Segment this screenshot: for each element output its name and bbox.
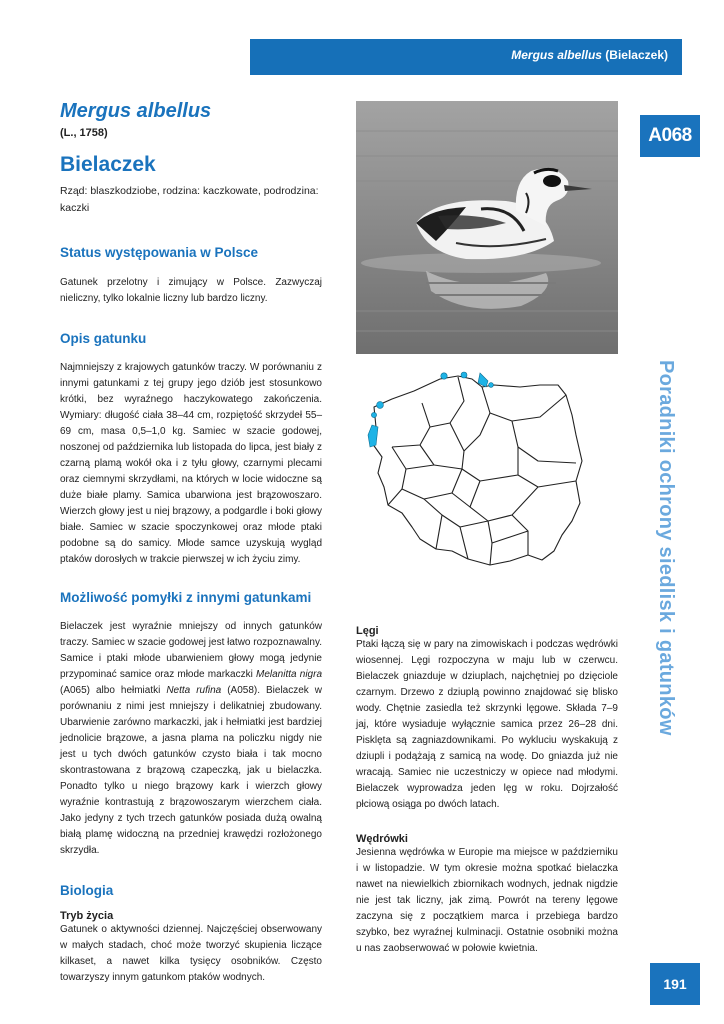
scientific-name-title: Mergus albellus	[60, 100, 212, 122]
header-species-italic: Mergus albellus	[511, 48, 602, 62]
status-text: Gatunek przelotny i zimujący w Polsce. Zazwyczaj nieliczny, tylko lokalnie liczny lub bardzo liczny.	[60, 277, 322, 304]
confusion-text	[60, 619, 322, 859]
map-marker	[441, 373, 447, 379]
migration-heading: Wędrówki	[356, 833, 408, 845]
confusion-text-a: Bielaczek jest wyraźnie mniejszy od innych gatunków traczy. Samiec w szacie godowej jest łatwo rozpoznawalny. Samice i ptaki młode ubarwieniem głowy mogą jedynie przypominać samice oraz młode markaczki	[60, 621, 322, 680]
biology-heading: Biologia	[60, 883, 114, 898]
right-column	[356, 625, 618, 957]
bird-photo	[356, 101, 618, 354]
migration-text: Jesienna wędrówka w Europie ma miejsce w październiku i w listopadzie. W tym okresie można spotkać bielaczka nawet na niewielkich zbiornikach wodnych, jednak nigdzie nie jest tak liczny, jak zimą. Powrót na tereny lęgowe zaczyna się z początkiem marca i przebiega bardzo szybko, bez wyraźnej kulminacji. Ostatnie osobniki można u nas zaobserwować w połowie kwietnia.	[356, 847, 618, 954]
breeding-heading: Lęgi	[356, 625, 379, 637]
taxonomy-text: Rząd: blaszkodziobe, rodzina: kaczkowate, podrodzina: kaczki	[60, 185, 319, 214]
running-header-text	[511, 48, 668, 62]
map-marker	[489, 383, 494, 388]
confusion-text-c: (A058). Bielaczek w porównaniu z nimi jest mniejszy i delikatniej zbudowany. Ubarwienie zarówno markaczki, jak i hełmiatki jest bardziej jednolicie brązowe, a jasna plama na policzku nigdy nie jest u tych dwóch gatunków czysto biała i tak mocno skontrastowana z brązową czapeczką, jak u bielaczka. Ponadto tylko u niego brązowy kark i wierzch głowy wyraźnie kontrastują z brązowoszarym wierzchem ciała. Jako jedyny z tych trzech gatunków posiada dużą owalną białą plamę widoczną na przedniej krawędzi rozłożonego skrzydła.	[60, 685, 322, 856]
running-header	[250, 39, 682, 75]
confusion-italic-melanitta: Melanitta nigra	[256, 669, 322, 680]
common-name-title: Bielaczek	[60, 153, 156, 176]
country-outline	[372, 376, 582, 565]
confusion-heading: Możliwość pomyłki z innymi gatunkami	[60, 590, 312, 605]
status-heading: Status występowania w Polsce	[60, 245, 259, 260]
species-author: (L., 1758)	[60, 127, 108, 139]
confusion-text-b: (A065) albo hełmiatki	[60, 685, 167, 696]
breeding-text: Ptaki łączą się w pary na zimowiskach i podczas wędrówki wiosennej. Lęgi rozpoczyna w maju lub w czerwcu. Bielaczek gniazduje w dziuplach, najchętniej po dzięciole czarnym. Drzewo z dziuplą powinno znajdować się blisko wody. Chętnie zasiedla też skrzynki lęgowe. Składa 7–9 jaj, które wysiaduje wyłącznie samica przez 26–28 dni. Pisklęta są zagniazdownikami. Po wykluciu wyskakują z dziupli i podążają z samicą na wodę. Do gniazda już nie wracają. Samiec nie uczestniczy w opiece nad młodymi. Bielaczek wyprowadza jeden lęg w roku. Dojrzałość płciową osiąga po dwóch latach.	[356, 639, 618, 810]
description-heading: Opis gatunku	[60, 331, 147, 346]
description-text: Najmniejszy z krajowych gatunków traczy. W porównaniu z innymi gatunkami z tej grupy jego dziób jest stosunkowo krótki, bez wyraźnego haczykowatego zakończenia. Wymiary: długość ciała 38–44 cm, rozpiętość skrzydeł 55–69 cm, masa 0,5–1,0 kg. Samiec w szacie godowej, noszonej od października lub listopada do lipca, jest biały z czarną plamą wokół oka i z tyłu głowy, czarnymi plecami oraz ciemnymi skrzydłami, na których w locie widoczne są duże białe plamy. Samica ubarwiona jest brązowoszaro. Wierzch głowy jest u niej brązowy, a podgardle i boki głowy białe. Samiec w szacie spoczynkowej oraz młode ptaki podobne są do samicy. Młode samce uzyskują wygląd ptaków dorosłych w trakcie pierwszej w ich życiu zimy.	[60, 362, 322, 565]
lifestyle-heading: Tryb życia	[60, 910, 114, 922]
map-marker	[371, 412, 376, 417]
left-column	[60, 100, 322, 986]
confusion-italic-netta: Netta rufina	[166, 685, 222, 696]
smew-illustration	[356, 101, 618, 354]
species-code-tab: A068	[640, 115, 700, 157]
map-marker	[377, 402, 384, 409]
poland-map	[362, 365, 594, 580]
distribution-map	[362, 365, 594, 580]
lifestyle-text: Gatunek o aktywności dziennej. Najczęściej obserwowany w małych stadach, choć może tworzyć skupienia liczące kilkaset, a nawet kilka tysięcy osobników. Często towarzyszy innym gatunkom ptaków wodnych.	[60, 924, 322, 983]
page-number: 191	[650, 963, 700, 1005]
map-marker	[461, 372, 467, 378]
side-series-title: Poradniki ochrony siedlisk i gatunków	[655, 360, 677, 736]
header-species-common: (Bielaczek)	[605, 48, 668, 62]
